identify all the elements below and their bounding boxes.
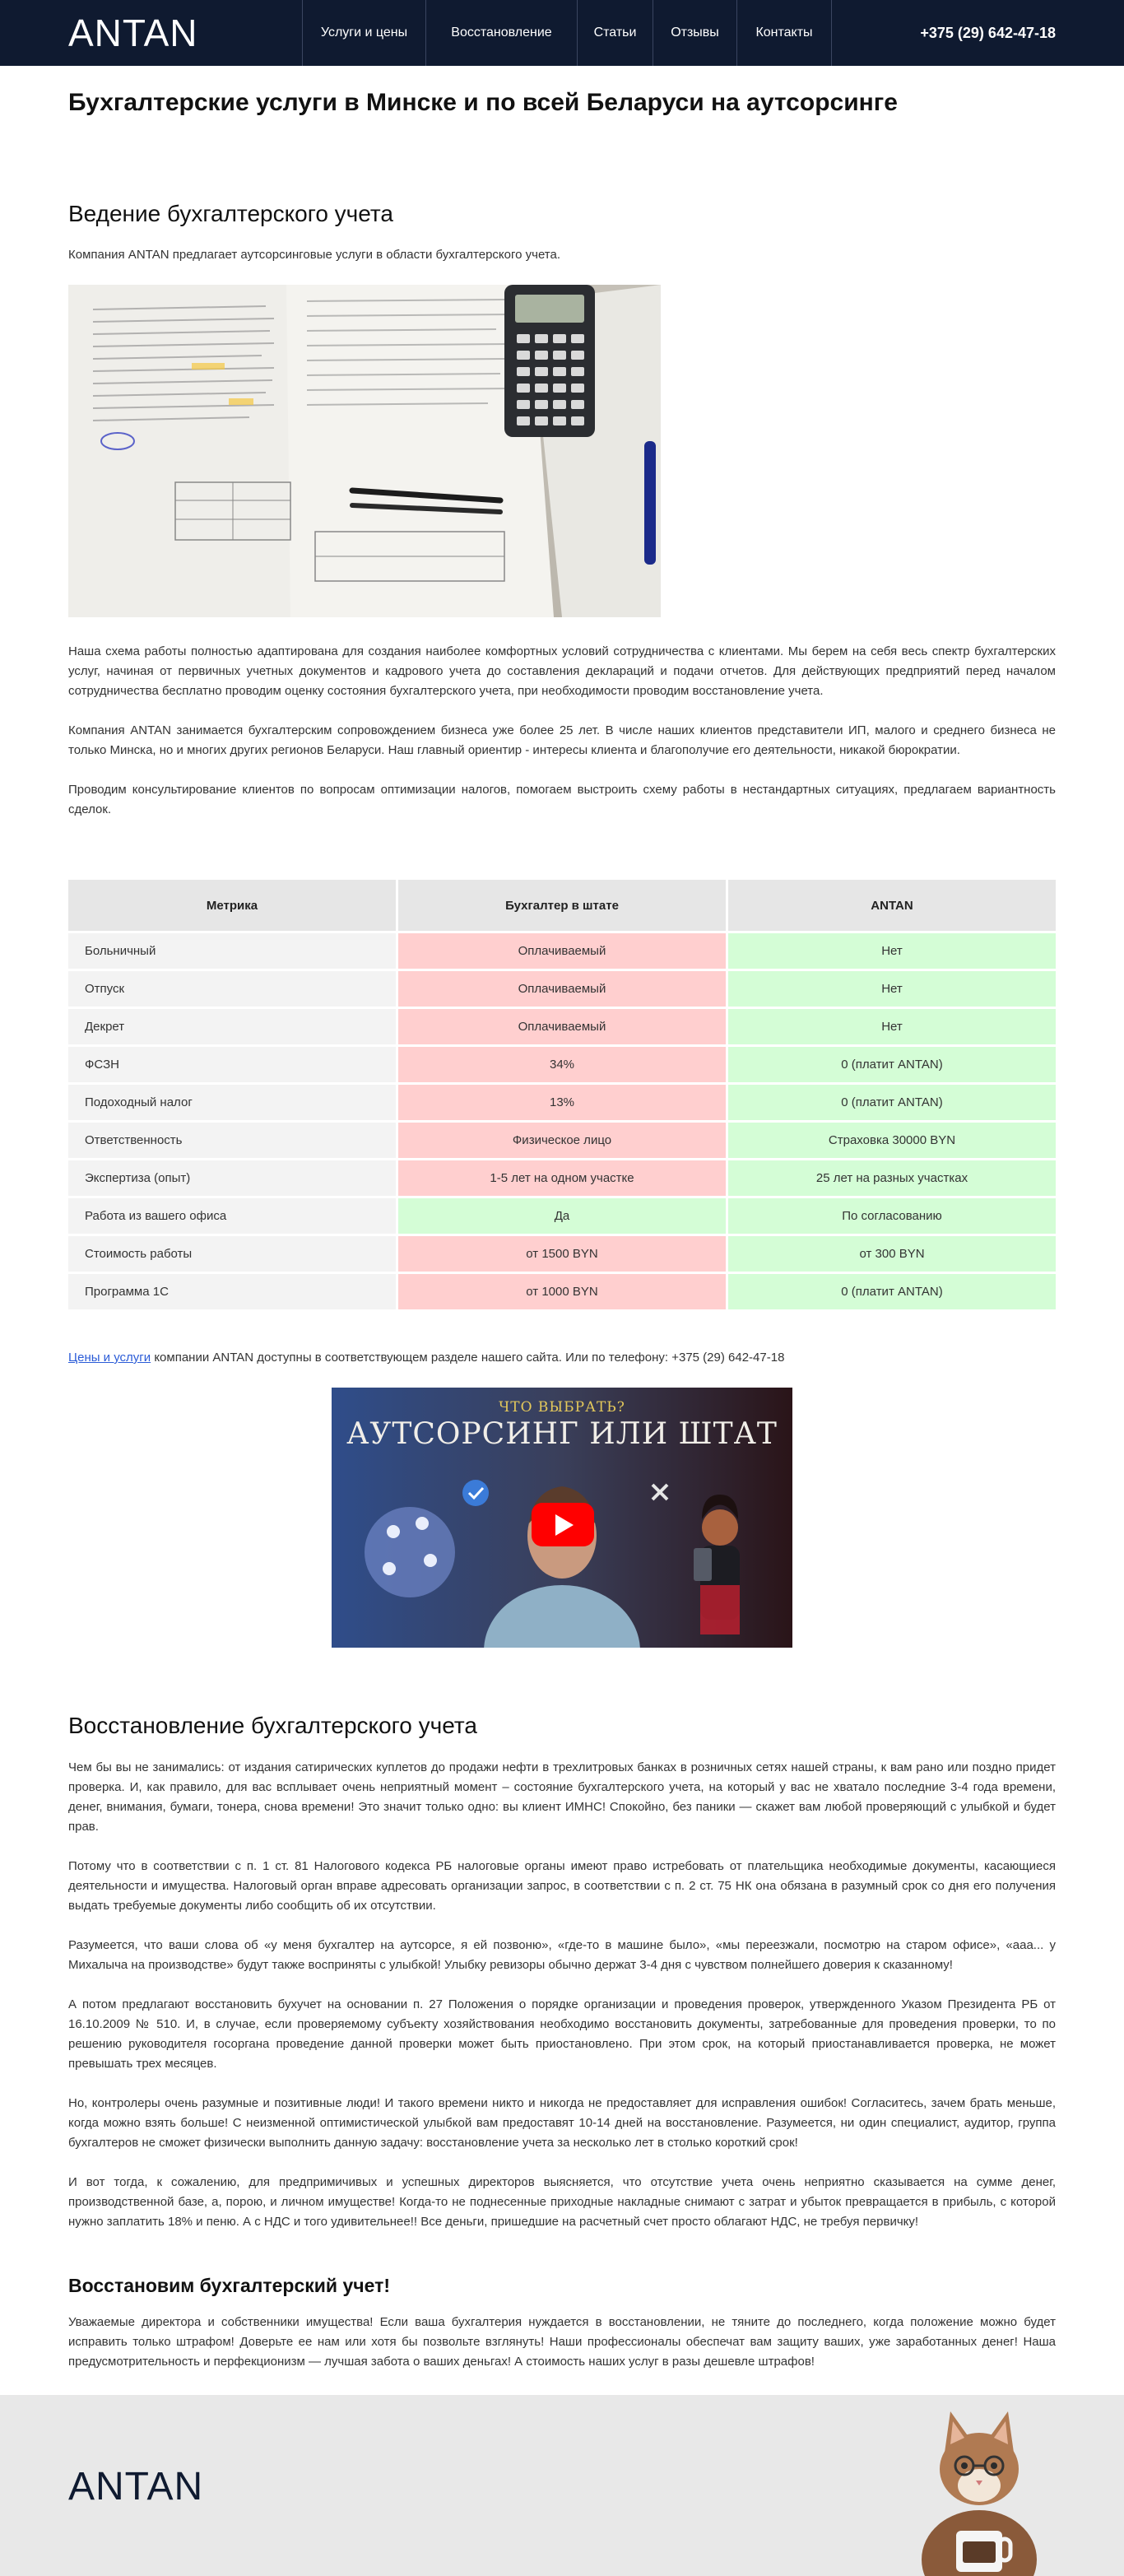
section-title-restore-cta: Восстановим бухгалтерский учет! <box>68 2275 390 2296</box>
paragraph-scheme: Наша схема работы полностью адаптирована для создания наиболее комфортных условий сотрудничества с клиентами. Мы берем на себя весь спектр бухгалтерских услуг, начиная от первичных учетных документов и кадрового учета до составления деклараций и подачи отчетов. Для действующих предприятий перед началом сотрудничества бесплатно проводим оценку состояния бухгалтерского учета, при необходимости проводим восстановление учета. <box>68 644 1056 698</box>
prices-text: компании ANTAN доступны в соответствующем разделе нашего сайта. Или по телефону: +375 (29) 642-47-18 <box>151 1351 785 1365</box>
video-player[interactable] <box>332 1388 792 1648</box>
intro-wrap <box>68 245 1056 265</box>
paragraph-inspection: Чем бы вы не занимались: от издания сатирических куплетов до продажи нефти в трехлитровых банках в розничных сетях нашей страны, к вам рано или поздно придет проверка. И, как правило, для вас всплывает очень неприятный момент – состояние бухгалтерского учета, на который у вас не хватало последние 3-4 года времени, денег, внимания, бумаги, тонера, снова времени! Это значит только одно: вы клиент ИМНС! Спокойно, без паники — скажет вам любой проверяющий с улыбкой и будет прав. <box>68 1760 1056 1834</box>
section2-text <box>68 1758 1056 2232</box>
table-cell-antan: 0 (платит ANTAN) <box>728 1274 1056 1309</box>
table-cell-metric: ФСЗН <box>68 1047 396 1082</box>
table-cell-metric: Работа из вашего офиса <box>68 1198 396 1234</box>
video-title: АУТСОРСИНГ ИЛИ ШТАТ <box>346 1417 778 1451</box>
table-header-metric: Метрика <box>68 880 396 931</box>
table-cell-metric: Программа 1С <box>68 1274 396 1309</box>
table-row <box>68 971 1056 1007</box>
prices-paragraph <box>68 1348 1056 1368</box>
section-restoration <box>68 1712 1056 1740</box>
table-cell-staff: 1-5 лет на одном участке <box>398 1160 726 1196</box>
table-cell-staff: 34% <box>398 1047 726 1082</box>
table-cell-metric: Отпуск <box>68 971 396 1007</box>
documents-photo-illustration <box>68 285 661 617</box>
table-cell-staff: Физическое лицо <box>398 1123 726 1158</box>
table-row <box>68 1047 1056 1082</box>
intro-text: Компания ANTAN предлагает аутсорсинговые услуги в области бухгалтерского учета. <box>68 248 561 262</box>
nav-item-articles[interactable]: Статьи <box>577 0 653 66</box>
section-title-accounting: Ведение бухгалтерского учета <box>68 201 393 226</box>
site-logo[interactable]: ANTAN <box>68 12 198 54</box>
paragraph-decree: А потом предлагают восстановить бухучет на основании п. 27 Положения о порядке организации и проведения проверок, утвержденного Указом Президента РБ от 16.10.2009 № 510. И, в случае, если проверяемому субъекту хозяйствования необходимо восстановить документы, затребованные для проведения проверки, то по решению руководителя госоргана проведение данной проверки может быть приостановлено. При этом срок, на который приостанавливается проверка, не может превышать трех месяцев. <box>68 1997 1056 2071</box>
nav-item-contacts[interactable]: Контакты <box>736 0 832 66</box>
nav-item-services[interactable]: Услуги и цены <box>302 0 425 66</box>
table-cell-antan: 0 (платит ANTAN) <box>728 1047 1056 1082</box>
section-accounting <box>68 200 1056 228</box>
table-row <box>68 1123 1056 1158</box>
table-header-row <box>68 880 1056 931</box>
table-cell-staff: Да <box>398 1198 726 1234</box>
table-row <box>68 1236 1056 1272</box>
table-row <box>68 933 1056 969</box>
table-cell-staff: Оплачиваемый <box>398 971 726 1007</box>
table-cell-metric: Декрет <box>68 1009 396 1044</box>
section1-text <box>68 642 1056 820</box>
table-cell-staff: Оплачиваемый <box>398 933 726 969</box>
comparison-table-wrap <box>68 877 1056 1312</box>
table-header-staff: Бухгалтер в штате <box>398 880 726 931</box>
video-subtitle: ЧТО ВЫБРАТЬ? <box>499 1399 625 1416</box>
section3-text <box>68 2313 1056 2372</box>
table-row <box>68 1160 1056 1196</box>
table-row <box>68 1198 1056 1234</box>
table-cell-metric: Ответственность <box>68 1123 396 1158</box>
table-cell-antan: 0 (платит ANTAN) <box>728 1085 1056 1120</box>
page-title-block <box>68 88 1056 118</box>
table-row <box>68 1274 1056 1309</box>
table-cell-metric: Стоимость работы <box>68 1236 396 1272</box>
table-cell-antan: Нет <box>728 971 1056 1007</box>
table-cell-antan: 25 лет на разных участках <box>728 1160 1056 1196</box>
section-restore-cta <box>68 2273 1056 2298</box>
paragraph-experience: Компания ANTAN занимается бухгалтерским сопровождением бизнеса уже более 25 лет. В числе наших клиентов представители ИП, малого и среднего бизнеса не только Минска, но и многих других регионов Беларуси. Наш главный ориентир - интересы клиента и благополучие его деятельности, никакой бюрократии. <box>68 723 1056 757</box>
paragraph-consequences: И вот тогда, к сожалению, для предпримичивых и успешных директоров выясняется, что отсутствие учета очень неприятно сказывается на сумме денег, производственной базе, а, порою, и личном имуществе! Когда-то не поднесенные приходные накладные снимают с затрат и убыток превращается в прибыль, с которой нужно заплатить 18% и пеню. А с НДС и того удивительнее!! Все деньги, пришедшие на расчетный счет просто облагают НДС, не требуя первичку! <box>68 2175 1056 2229</box>
page-title: Бухгалтерские услуги в Минске и по всей Беларуси на аутсорсинге <box>68 89 898 116</box>
table-cell-metric: Подоходный налог <box>68 1085 396 1120</box>
nav-item-reviews[interactable]: Отзывы <box>653 0 736 66</box>
table-cell-staff: от 1500 BYN <box>398 1236 726 1272</box>
video-wrap <box>332 1388 792 1648</box>
footer-logo[interactable]: ANTAN <box>68 2465 204 2509</box>
table-cell-metric: Больничный <box>68 933 396 969</box>
section-title-restoration: Восстановление бухгалтерского учета <box>68 1713 477 1738</box>
table-cell-antan: Страховка 30000 BYN <box>728 1123 1056 1158</box>
table-cell-antan: Нет <box>728 1009 1056 1044</box>
nav-item-restoration[interactable]: Восстановление <box>425 0 577 66</box>
paragraph-deadline: Но, контролеры очень разумные и позитивные люди! И такого времени никто и никогда не предоставляет для исправления ошибок! Согласитесь, зачем брать меньше, когда можно взять больше! С неизменной оптимистической улыбкой вам предоставят 10-14 дней на восстановление. Разумеется, ни один специалист, аудитор, группа бухгалтеров не сможет физически выполнить данную задачу: восстановление учета за несколько лет в столько короткий срок! <box>68 2096 1056 2150</box>
paragraph-tax-code: Потому что в соответствии с п. 1 ст. 81 Налогового кодекса РБ налоговые органы имеют право истребовать от плательщика необходимые документы, касающиеся деятельности и имущества. Налоговый орган вправе адресовать организации запрос, в соответствии с п. 2 ст. 75 НК она обязана в разумный срок со дня его получения выдать требуемые документы либо сообщить об их отсутствии. <box>68 1859 1056 1913</box>
table-cell-staff: Оплачиваемый <box>398 1009 726 1044</box>
prices-link[interactable]: Цены и услуги <box>68 1351 151 1365</box>
cat-mascot-icon <box>905 2395 1053 2576</box>
header-phone[interactable]: +375 (29) 642-47-18 <box>920 24 1056 41</box>
photo-wrap <box>68 285 1056 617</box>
table-cell-antan: от 300 BYN <box>728 1236 1056 1272</box>
site-footer <box>0 2395 1124 2576</box>
table-cell-metric: Экспертиза (опыт) <box>68 1160 396 1196</box>
prices-line <box>68 1348 1056 1368</box>
paragraph-consulting: Проводим консультирование клиентов по вопросам оптимизации налогов, помогаем выстроить схему работы в нестандартных ситуациях, предлагаем вариантность сделок. <box>68 783 1056 816</box>
main-nav <box>302 0 832 66</box>
paragraph-excuses: Разумеется, что ваши слова об «у меня бухгалтер на аутсорсе, я ей позвоню», «где-то в машине было», «мы переезжали, посмотрю на старом офисе», «ааа... у Михалыча на производстве» будут также восприняты с улыбкой! Улыбку ревизоры обычно держат 3-4 дня с чувством полнейшего доверия к сказанному! <box>68 1938 1056 1972</box>
table-cell-staff: 13% <box>398 1085 726 1120</box>
table-row <box>68 1085 1056 1120</box>
table-header-antan: ANTAN <box>728 880 1056 931</box>
table-cell-antan: По согласованию <box>728 1198 1056 1234</box>
paragraph-directors: Уважаемые директора и собственники имущества! Если ваша бухгалтерия нуждается в восстановлении, не тяните до последнего, когда положение можно будет исправить только штрафом! Доверьте ее нам или хотя бы позвольте взглянуть! Наши профессионалы обеспечат вам защиту ваших, уже заработанных денег! Наша предусмотрительность и перфекционизм — лучшая забота о ваших деньгах! А стоимость наших услуг в разы дешевле штрафов! <box>68 2315 1056 2369</box>
table-cell-antan: Нет <box>728 933 1056 969</box>
comparison-table <box>66 877 1058 1312</box>
site-header <box>0 0 1124 66</box>
documents-calculator-photo <box>68 285 661 617</box>
table-row <box>68 1009 1056 1044</box>
table-cell-staff: от 1000 BYN <box>398 1274 726 1309</box>
